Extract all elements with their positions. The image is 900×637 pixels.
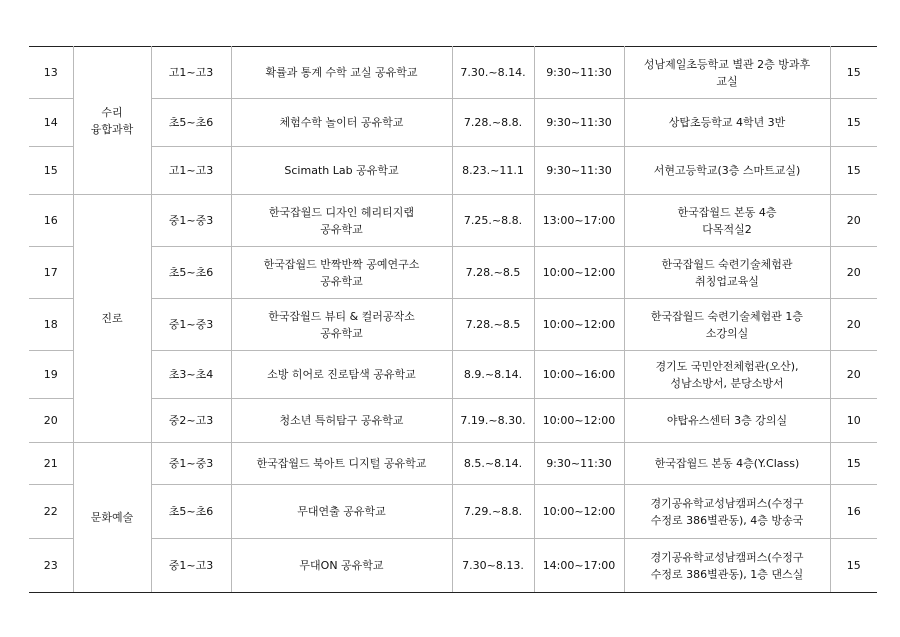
period-cell: 7.29.~8.8. (452, 485, 534, 539)
place-cell: 한국잡월드 숙련기술체험관 1층 소강의실 (624, 299, 830, 351)
grade-cell: 중1~고3 (151, 539, 231, 593)
row-number: 16 (29, 195, 73, 247)
capacity-cell: 15 (830, 99, 877, 147)
program-name-cell: 한국잡월드 뷰티 & 컬러공작소 공유학교 (231, 299, 452, 351)
place-cell: 상탑초등학교 4학년 3반 (624, 99, 830, 147)
place-cell: 한국잡월드 숙련기술체험관 취칭업교육실 (624, 247, 830, 299)
row-number: 22 (29, 485, 73, 539)
grade-cell: 중2~고3 (151, 399, 231, 443)
program-name-cell: 확률과 통계 수학 교실 공유학교 (231, 47, 452, 99)
time-cell: 13:00~17:00 (534, 195, 624, 247)
program-name-cell: 한국잡월드 반짝반짝 공예연구소 공유학교 (231, 247, 452, 299)
capacity-cell: 15 (830, 47, 877, 99)
place-cell: 야탑유스센터 3층 강의실 (624, 399, 830, 443)
table-row (29, 443, 877, 485)
program-table (29, 46, 877, 593)
grade-cell: 초3~초4 (151, 351, 231, 399)
row-number: 20 (29, 399, 73, 443)
period-cell: 8.23.~11.1 (452, 147, 534, 195)
place-cell: 경기공유학교성남캠퍼스(수정구 수정로 386별관동), 1층 댄스실 (624, 539, 830, 593)
table-row (29, 351, 877, 399)
period-cell: 7.25.~8.8. (452, 195, 534, 247)
period-cell: 7.28.~8.5 (452, 247, 534, 299)
table-row (29, 147, 877, 195)
table-row (29, 195, 877, 247)
row-number: 21 (29, 443, 73, 485)
time-cell: 9:30~11:30 (534, 47, 624, 99)
place-cell: 한국잡월드 본동 4층(Y.Class) (624, 443, 830, 485)
grade-cell: 초5~초6 (151, 247, 231, 299)
time-cell: 10:00~12:00 (534, 299, 624, 351)
grade-cell: 초5~초6 (151, 485, 231, 539)
grade-cell: 중1~중3 (151, 443, 231, 485)
program-name-cell: 체험수학 놀이터 공유학교 (231, 99, 452, 147)
program-name-cell: 소방 히어로 진로탐색 공유학교 (231, 351, 452, 399)
table-row (29, 99, 877, 147)
table-row (29, 299, 877, 351)
row-number: 13 (29, 47, 73, 99)
program-name-cell: Scimath Lab 공유학교 (231, 147, 452, 195)
program-name-cell: 한국잡월드 디자인 헤리티지랩 공유학교 (231, 195, 452, 247)
capacity-cell: 20 (830, 299, 877, 351)
category-cell: 수리 융합과학 (73, 47, 151, 195)
time-cell: 9:30~11:30 (534, 147, 624, 195)
grade-cell: 고1~고3 (151, 47, 231, 99)
place-cell: 성남제일초등학교 별관 2층 방과후 교실 (624, 47, 830, 99)
capacity-cell: 20 (830, 247, 877, 299)
category-cell: 문화예술 (73, 443, 151, 593)
period-cell: 8.9.~8.14. (452, 351, 534, 399)
place-cell: 한국잡월드 본동 4층 다목적실2 (624, 195, 830, 247)
row-number: 23 (29, 539, 73, 593)
table-row (29, 485, 877, 539)
capacity-cell: 15 (830, 443, 877, 485)
capacity-cell: 15 (830, 147, 877, 195)
row-number: 15 (29, 147, 73, 195)
time-cell: 10:00~12:00 (534, 485, 624, 539)
time-cell: 9:30~11:30 (534, 99, 624, 147)
place-cell: 경기공유학교성남캠퍼스(수정구 수정로 386별관동), 4층 방송국 (624, 485, 830, 539)
grade-cell: 중1~중3 (151, 195, 231, 247)
program-name-cell: 무대ON 공유학교 (231, 539, 452, 593)
row-number: 18 (29, 299, 73, 351)
time-cell: 9:30~11:30 (534, 443, 624, 485)
place-cell: 서현고등학교(3층 스마트교실) (624, 147, 830, 195)
time-cell: 10:00~16:00 (534, 351, 624, 399)
capacity-cell: 10 (830, 399, 877, 443)
grade-cell: 초5~초6 (151, 99, 231, 147)
period-cell: 8.5.~8.14. (452, 443, 534, 485)
place-cell: 경기도 국민안전체험관(오산), 성남소방서, 분당소방서 (624, 351, 830, 399)
time-cell: 14:00~17:00 (534, 539, 624, 593)
capacity-cell: 16 (830, 485, 877, 539)
period-cell: 7.30~8.13. (452, 539, 534, 593)
program-name-cell: 청소년 특허탐구 공유학교 (231, 399, 452, 443)
capacity-cell: 20 (830, 195, 877, 247)
period-cell: 7.28.~8.5 (452, 299, 534, 351)
time-cell: 10:00~12:00 (534, 399, 624, 443)
capacity-cell: 20 (830, 351, 877, 399)
table-row (29, 47, 877, 99)
row-number: 19 (29, 351, 73, 399)
program-name-cell: 무대연출 공유학교 (231, 485, 452, 539)
program-name-cell: 한국잡월드 북아트 디지털 공유학교 (231, 443, 452, 485)
period-cell: 7.28.~8.8. (452, 99, 534, 147)
time-cell: 10:00~12:00 (534, 247, 624, 299)
capacity-cell: 15 (830, 539, 877, 593)
grade-cell: 중1~중3 (151, 299, 231, 351)
category-cell: 진로 (73, 195, 151, 443)
table-row (29, 399, 877, 443)
grade-cell: 고1~고3 (151, 147, 231, 195)
row-number: 17 (29, 247, 73, 299)
table-row (29, 247, 877, 299)
table-row (29, 539, 877, 593)
period-cell: 7.30.~8.14. (452, 47, 534, 99)
period-cell: 7.19.~8.30. (452, 399, 534, 443)
row-number: 14 (29, 99, 73, 147)
